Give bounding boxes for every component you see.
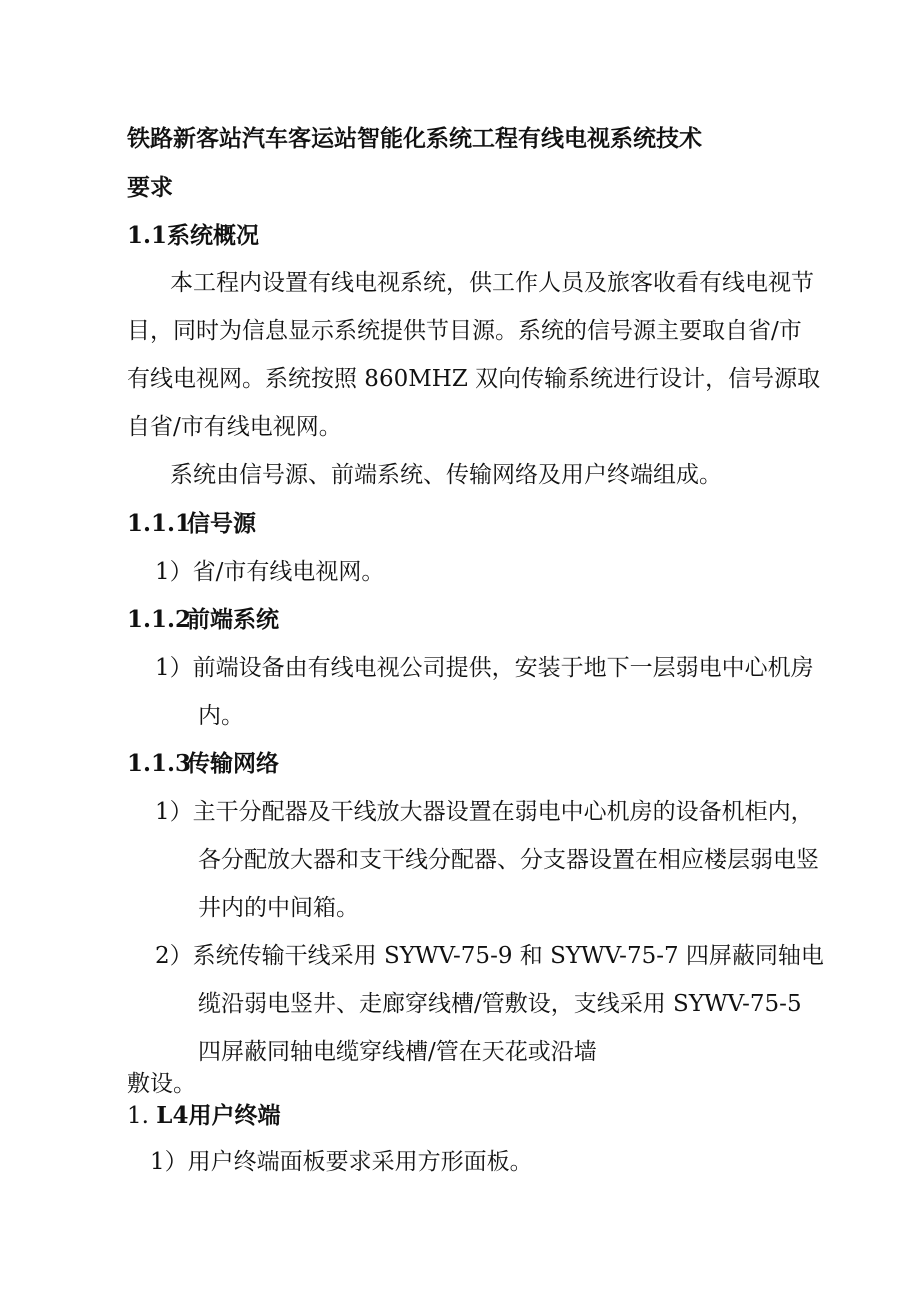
document-title-line-2: 要求 — [127, 174, 173, 201]
paragraph-overview-line-4: 自省/市有线电视网。 — [127, 414, 342, 440]
list-item — [150, 1147, 533, 1177]
section-title: 传输网络 — [187, 750, 279, 777]
list-item-continuation: 内。 — [198, 703, 244, 729]
list-marker: 1） — [155, 799, 193, 825]
list-marker: 1） — [150, 1149, 188, 1175]
paragraph-composition: 系统由信号源、前端系统、传输网络及用户终端组成。 — [170, 462, 722, 488]
list-item — [155, 797, 814, 827]
list-item-text: 用户终端面板要求采用方形面板。 — [187, 1149, 533, 1175]
section-title: 前端系统 — [187, 606, 279, 633]
section-title: 信号源 — [187, 510, 256, 537]
section-number-prefix: 1. — [127, 1103, 157, 1129]
list-item-tail: 敷设。 — [127, 1071, 196, 1097]
paragraph-overview-line-3: 有线电视网。系统按照 860MHZ 双向传输系统进行设计，信号源取 — [127, 366, 821, 392]
list-marker: 2） — [155, 943, 193, 969]
list-item-continuation: 井内的中间箱。 — [198, 895, 359, 921]
list-item-continuation: 四屏蔽同轴电缆穿线槽/管在天花或沿墙 — [198, 1039, 597, 1065]
section-heading-1-1: 1.1系统概况 — [127, 222, 260, 249]
list-item — [155, 653, 814, 683]
paragraph-overview-line-2: 目，同时为信息显示系统提供节目源。系统的信号源主要取自省/市 — [127, 318, 802, 344]
section-heading-1-1-4 — [127, 1101, 280, 1131]
list-item-text: 主干分配器及干线放大器设置在弱电中心机房的设备机柜内， — [192, 799, 814, 825]
list-item-text: 系统传输干线采用 SYWV-75-9 和 SYWV-75-7 四屏蔽同轴电 — [192, 943, 824, 969]
list-item-text: 前端设备由有线电视公司提供，安装于地下一层弱电中心机房 — [192, 655, 814, 681]
paragraph-overview-line-1: 本工程内设置有线电视系统，供工作人员及旅客收看有线电视节 — [170, 270, 814, 296]
section-number: 1.1.3 — [127, 750, 192, 777]
section-number: 1.1.2 — [127, 606, 192, 633]
list-item — [155, 941, 824, 971]
list-item — [155, 557, 384, 587]
list-marker: 1） — [155, 655, 193, 681]
list-item-text: 省/市有线电视网。 — [192, 559, 385, 585]
list-item-continuation: 各分配放大器和支干线分配器、分支器设置在相应楼层弱电竖 — [198, 847, 819, 873]
section-heading-1-1-1 — [127, 509, 256, 539]
section-heading-1-1-3 — [127, 749, 279, 779]
list-marker: 1） — [155, 559, 193, 585]
list-item-continuation: 缆沿弱电竖井、走廊穿线槽/管敷设，支线采用 SYWV-75-5 — [198, 991, 802, 1017]
section-heading-1-1-2 — [127, 605, 279, 635]
section-number: L4 — [156, 1102, 189, 1129]
section-title: 用户终端 — [188, 1102, 281, 1129]
section-number: 1.1.1 — [127, 510, 192, 537]
document-title-line-1: 铁路新客站汽车客运站智能化系统工程有线电视系统技术 — [127, 125, 702, 152]
